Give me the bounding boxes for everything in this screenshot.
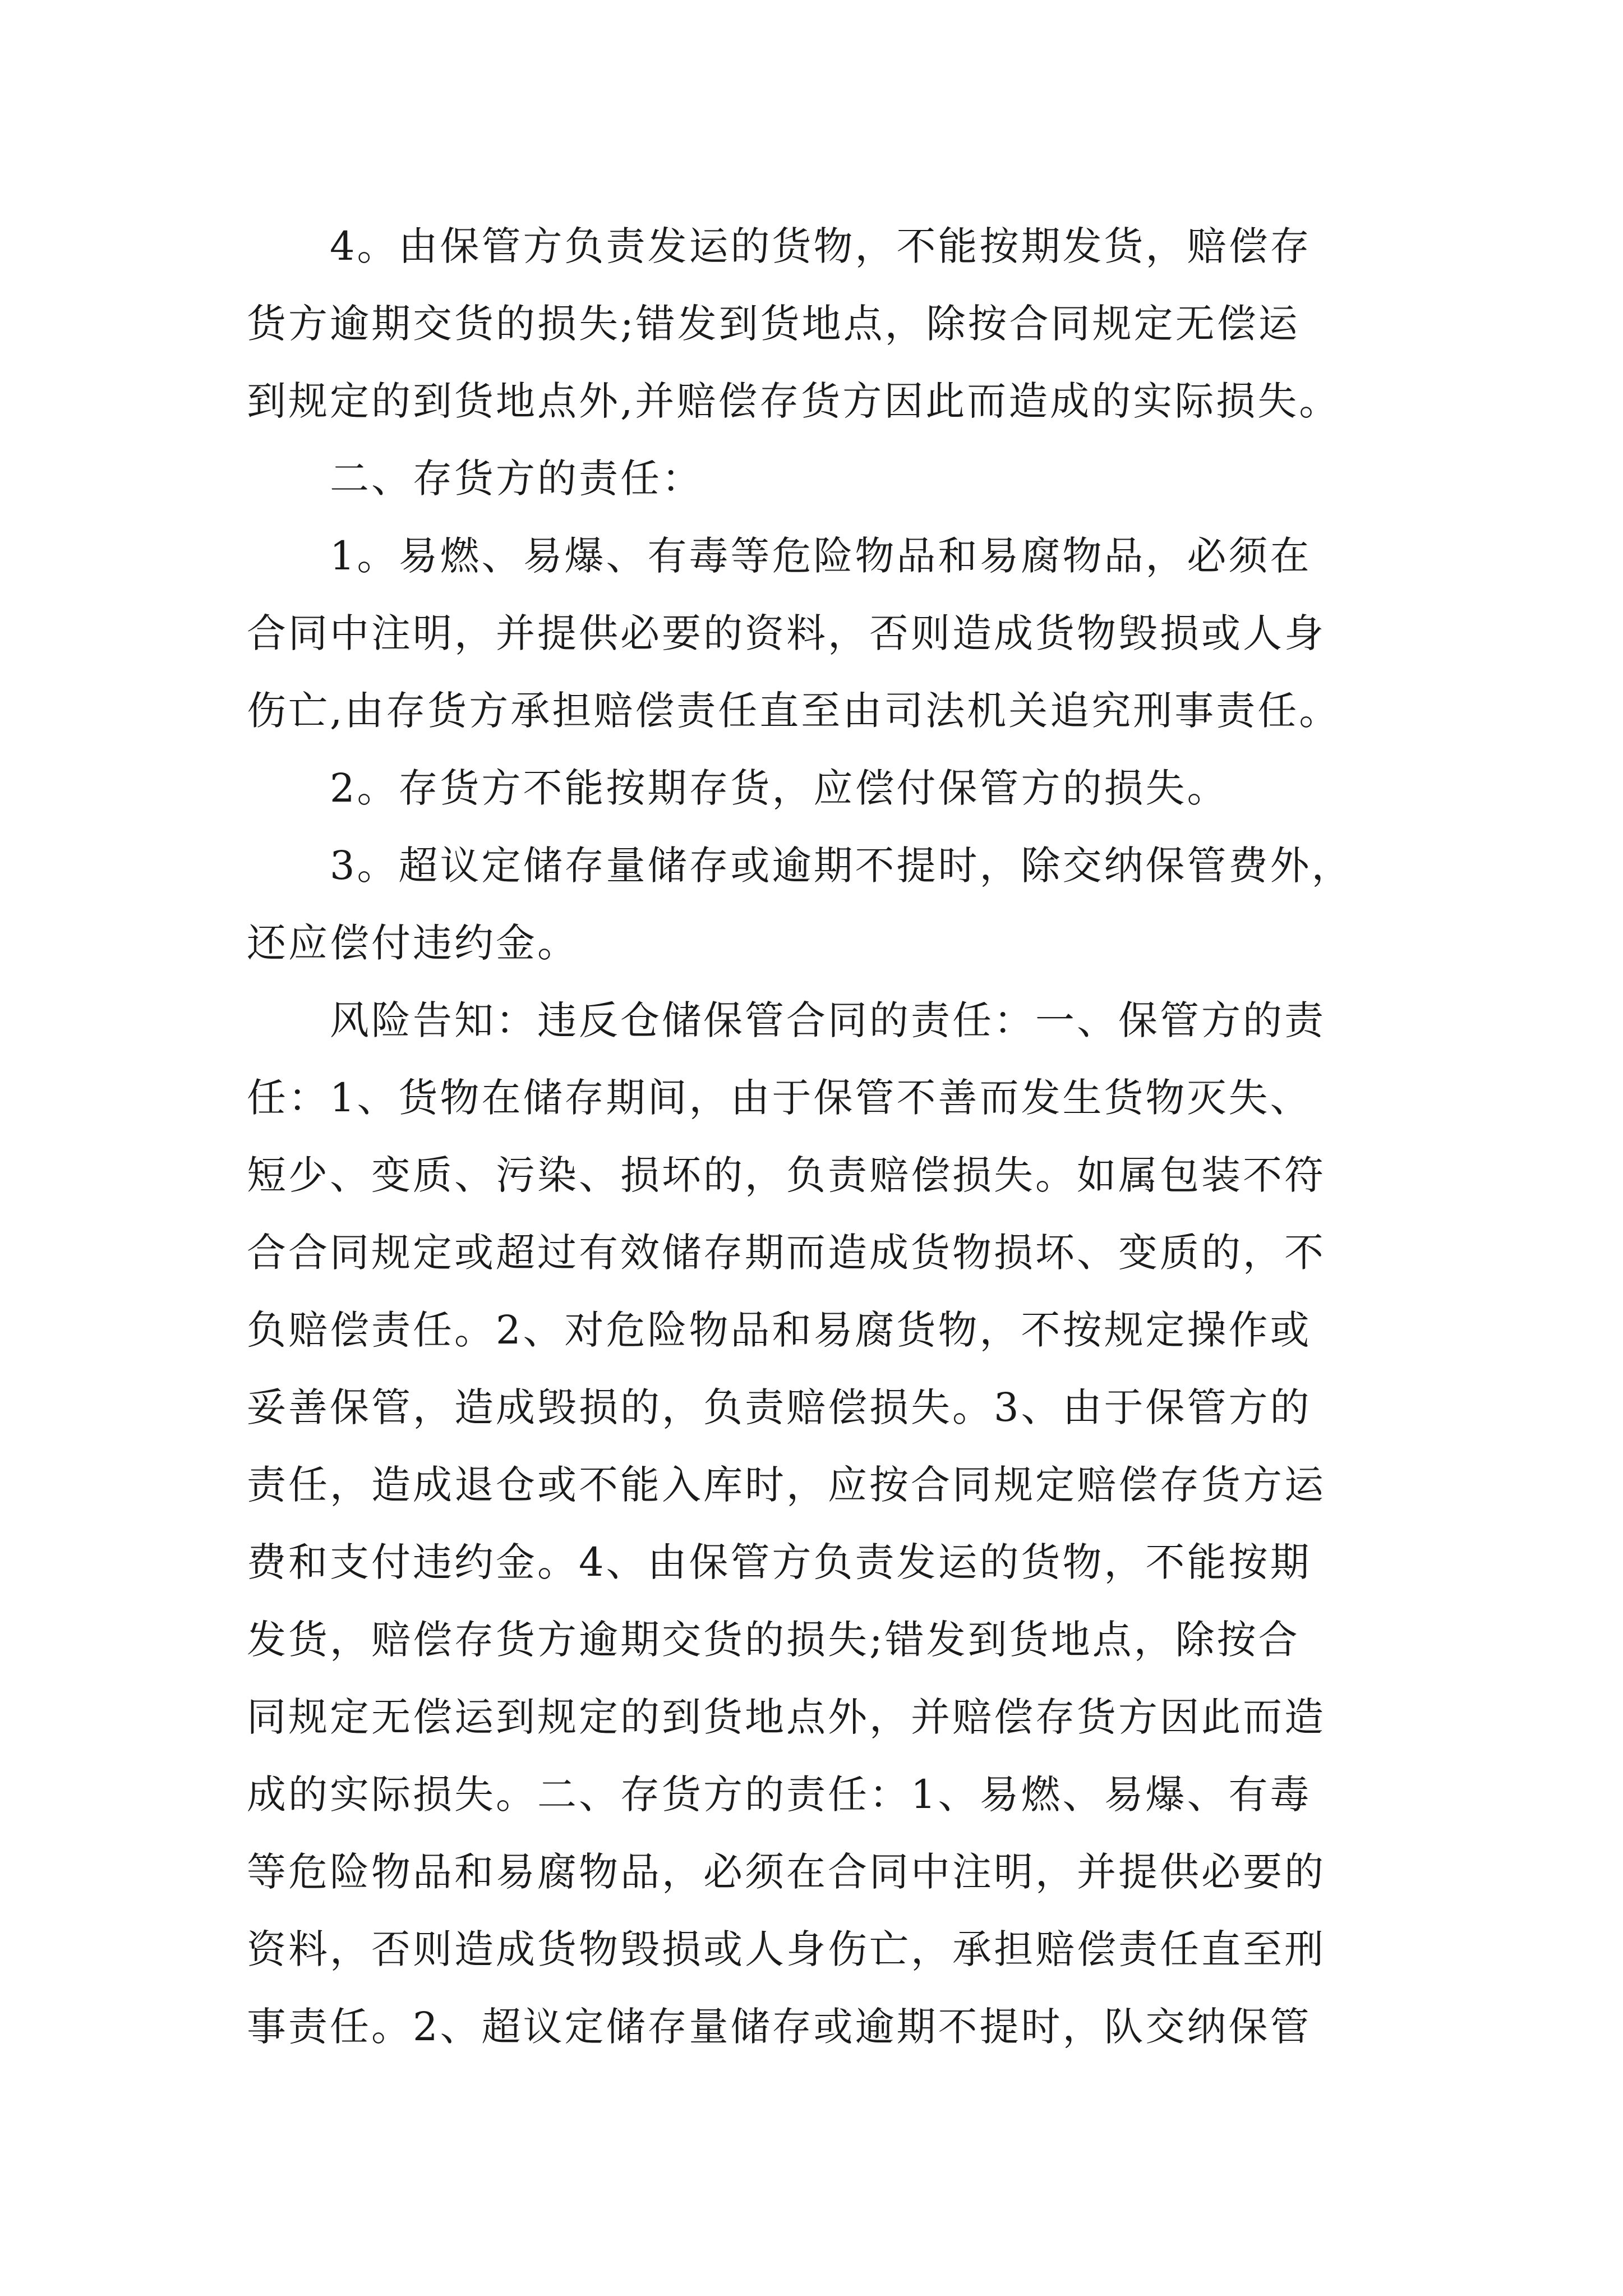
text-line: 伤亡,由存货方承担赔偿责任直至由司法机关追究刑事责任。 — [247, 688, 1341, 734]
text-line: 事责任。2、超议定储存量储存或逾期不提时，队交纳保管 — [247, 2004, 1312, 2050]
document-body — [247, 208, 1402, 2065]
text-line: 资料，否则造成货物毁损或人身伤亡，承担赔偿责任直至刑 — [247, 1926, 1326, 1972]
text-line: 风险告知：违反仓储保管合同的责任：一、保管方的责 — [330, 997, 1326, 1043]
text-line: 1。易燃、易爆、有毒等危险物品和易腐物品，必须在 — [330, 533, 1312, 579]
text-line: 还应偿付违约金。 — [247, 920, 579, 966]
text-line: 妥善保管，造成毁损的，负责赔偿损失。3、由于保管方的 — [247, 1384, 1312, 1430]
text-line: 等危险物品和易腐物品，必须在合同中注明，并提供必要的 — [247, 1849, 1326, 1895]
text-line: 二、存货方的责任： — [330, 455, 703, 501]
text-line: 合合同规定或超过有效储存期而造成货物损坏、变质的，不 — [247, 1230, 1326, 1276]
text-line: 货方逾期交货的损失;错发到货地点，除按合同规定无偿运 — [247, 301, 1300, 347]
text-line: 成的实际损失。二、存货方的责任：1、易燃、易爆、有毒 — [247, 1772, 1312, 1818]
text-line: 合同中注明，并提供必要的资料，否则造成货物毁损或人身 — [247, 610, 1326, 656]
text-line: 责任，造成退仓或不能入库时，应按合同规定赔偿存货方运 — [247, 1462, 1326, 1508]
text-line: 3。超议定储存量储存或逾期不提时，除交纳保管费外， — [330, 843, 1353, 889]
text-line: 短少、变质、污染、损坏的，负责赔偿损失。如属包装不符 — [247, 1152, 1326, 1198]
text-line: 4。由保管方负责发运的货物，不能按期发货，赔偿存 — [330, 223, 1312, 269]
text-line: 2。存货方不能按期存货，应偿付保管方的损失。 — [330, 765, 1229, 811]
text-line: 费和支付违约金。4、由保管方负责发运的货物，不能按期 — [247, 1539, 1312, 1585]
text-line: 到规定的到货地点外,并赔偿存货方因此而造成的实际损失。 — [247, 378, 1341, 424]
text-line: 发货，赔偿存货方逾期交货的损失;错发到货地点，除按合 — [247, 1617, 1300, 1663]
text-line: 同规定无偿运到规定的到货地点外，并赔偿存货方因此而造 — [247, 1694, 1326, 1740]
text-line: 任：1、货物在储存期间，由于保管不善而发生货物灭失、 — [247, 1075, 1312, 1121]
text-line: 负赔偿责任。2、对危险物品和易腐货物，不按规定操作或 — [247, 1307, 1312, 1353]
